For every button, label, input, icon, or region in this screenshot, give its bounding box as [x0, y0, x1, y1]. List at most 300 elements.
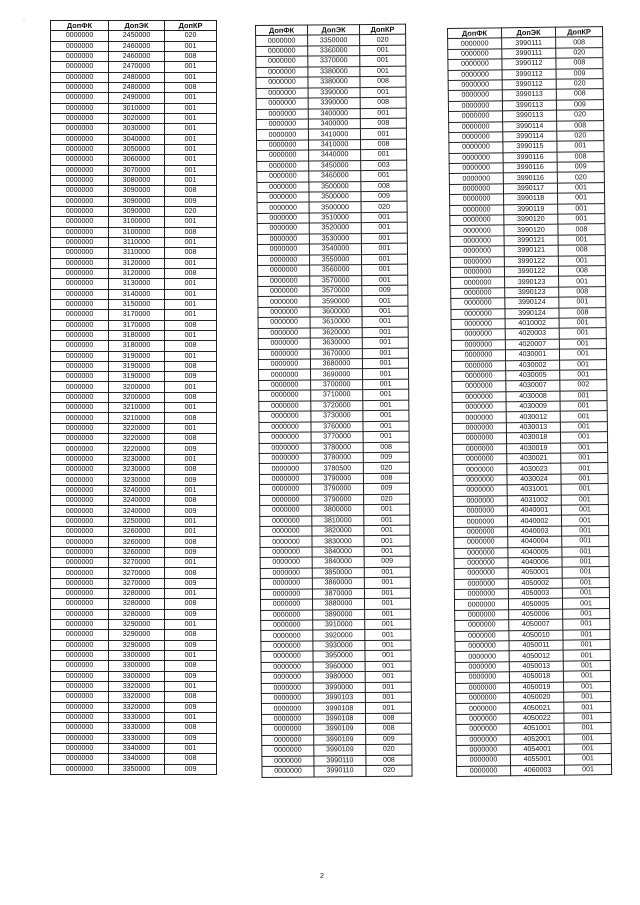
cell-dop-fk: 0000000	[262, 714, 314, 725]
cell-dop-fk: 0000000	[51, 144, 109, 154]
cell-dop-kr: 001	[559, 318, 606, 329]
cell-dop-fk: 0000000	[451, 329, 505, 340]
cell-dop-kr: 001	[561, 463, 608, 474]
cell-dop-ek: 3350000	[109, 764, 165, 774]
cell-dop-kr: 008	[556, 58, 603, 69]
cell-dop-fk: 0000000	[51, 527, 109, 537]
table-row	[51, 578, 217, 588]
cell-dop-ek: 3990112	[502, 58, 556, 69]
cell-dop-ek: 3240000	[109, 485, 165, 495]
cell-dop-kr: 008	[165, 82, 217, 92]
table-row	[51, 113, 217, 123]
cell-dop-fk: 0000000	[450, 215, 504, 226]
cell-dop-fk: 0000000	[51, 165, 109, 175]
cell-dop-fk: 0000000	[448, 38, 502, 49]
cell-dop-ek: 3790000	[312, 484, 364, 495]
cell-dop-fk: 0000000	[449, 153, 503, 164]
cell-dop-kr: 008	[366, 723, 412, 734]
cell-dop-ek: 3990113	[502, 90, 556, 101]
cell-dop-ek: 3280000	[109, 589, 165, 599]
cell-dop-kr: 009	[556, 99, 603, 110]
cell-dop-fk: 0000000	[51, 537, 109, 547]
table-row	[51, 764, 217, 774]
cell-dop-ek: 3300000	[109, 671, 165, 681]
cell-dop-ek: 3180000	[109, 341, 165, 351]
cell-dop-kr: 009	[165, 764, 217, 774]
cell-dop-fk: 0000000	[449, 173, 503, 184]
table-row	[51, 516, 217, 526]
cell-dop-kr: 001	[165, 175, 217, 185]
cell-dop-fk: 0000000	[260, 484, 312, 495]
table-row	[51, 423, 217, 433]
cell-dop-fk: 0000000	[448, 59, 502, 70]
cell-dop-kr: 001	[563, 681, 610, 692]
table-row	[51, 289, 217, 299]
table-row	[262, 765, 412, 777]
cell-dop-fk: 0000000	[259, 432, 311, 443]
cell-dop-fk: 0000000	[453, 443, 507, 454]
cell-dop-ek: 3990116	[503, 162, 557, 173]
cell-dop-ek: 3110000	[109, 237, 165, 247]
cell-dop-fk: 0000000	[258, 349, 310, 360]
cell-dop-ek: 3120000	[109, 258, 165, 268]
cell-dop-ek: 3930000	[313, 640, 365, 651]
cell-dop-kr: 001	[365, 598, 411, 609]
cell-dop-fk: 0000000	[261, 641, 313, 652]
cell-dop-ek: 3110000	[109, 248, 165, 258]
cell-dop-fk: 0000000	[257, 234, 309, 245]
cell-dop-fk: 0000000	[258, 286, 310, 297]
cell-dop-fk: 0000000	[261, 703, 313, 714]
cell-dop-kr: 020	[364, 494, 410, 505]
cell-dop-kr: 001	[564, 712, 611, 723]
cell-dop-ek: 3790000	[311, 473, 363, 484]
cell-dop-kr: 001	[364, 546, 410, 557]
cell-dop-kr: 001	[165, 330, 217, 340]
cell-dop-ek: 3990114	[503, 131, 557, 142]
cell-dop-fk: 0000000	[262, 756, 314, 767]
cell-dop-fk: 0000000	[452, 402, 506, 413]
cell-dop-ek: 4050012	[509, 651, 563, 662]
cell-dop-ek: 2460000	[109, 41, 165, 51]
cell-dop-kr: 001	[562, 556, 609, 567]
cell-dop-kr: 008	[366, 755, 412, 766]
cell-dop-ek: 3320000	[109, 692, 165, 702]
cell-dop-fk: 0000000	[261, 620, 313, 631]
table-row	[51, 475, 217, 485]
cell-dop-fk: 0000000	[456, 755, 510, 766]
cell-dop-fk: 0000000	[51, 547, 109, 557]
table-row	[51, 217, 217, 227]
cell-dop-kr: 008	[557, 120, 604, 131]
cell-dop-fk: 0000000	[455, 610, 509, 621]
cell-dop-kr: 001	[563, 619, 610, 630]
cell-dop-kr: 008	[558, 224, 605, 235]
cell-dop-kr: 008	[165, 227, 217, 237]
cell-dop-ek: 4030013	[506, 422, 560, 433]
cell-dop-fk: 0000000	[258, 307, 310, 318]
cell-dop-ek: 4030023	[507, 464, 561, 475]
cell-dop-ek: 3710000	[311, 390, 363, 401]
cell-dop-ek: 3760000	[311, 421, 363, 432]
cell-dop-ek: 3990122	[504, 256, 558, 267]
cell-dop-kr: 001	[165, 237, 217, 247]
cell-dop-fk: 0000000	[452, 412, 506, 423]
cell-dop-ek: 3280000	[109, 599, 165, 609]
cell-dop-kr: 008	[559, 286, 606, 297]
cell-dop-ek: 3990115	[503, 141, 557, 152]
cell-dop-fk: 0000000	[456, 724, 510, 735]
cell-dop-kr: 008	[360, 97, 406, 108]
cell-dop-kr: 008	[165, 413, 217, 423]
cell-dop-kr: 001	[364, 567, 410, 578]
table-row	[51, 589, 217, 599]
cell-dop-fk: 0000000	[449, 132, 503, 143]
cell-dop-kr: 001	[361, 170, 407, 181]
cell-dop-kr: 001	[362, 254, 408, 265]
cell-dop-ek: 4030002	[506, 360, 560, 371]
cell-dop-kr: 008	[361, 181, 407, 192]
cell-dop-fk: 0000000	[450, 256, 504, 267]
cell-dop-kr: 008	[165, 754, 217, 764]
cell-dop-fk: 0000000	[257, 244, 309, 255]
cell-dop-ek: 3890000	[313, 609, 365, 620]
cell-dop-ek: 3080000	[109, 175, 165, 185]
table-row	[51, 527, 217, 537]
cell-dop-ek: 3730000	[311, 411, 363, 422]
cell-dop-kr: 009	[557, 162, 604, 173]
cell-dop-ek: 4050006	[509, 609, 563, 620]
cell-dop-ek: 3990122	[504, 266, 558, 277]
cell-dop-kr: 001	[561, 453, 608, 464]
cell-dop-ek: 4020007	[505, 339, 559, 350]
header-row	[51, 21, 217, 31]
cell-dop-kr: 001	[558, 203, 605, 214]
cell-dop-fk: 0000000	[51, 320, 109, 330]
cell-dop-kr: 001	[364, 536, 410, 547]
cell-dop-ek: 3010000	[109, 103, 165, 113]
cell-dop-fk: 0000000	[257, 140, 309, 151]
cell-dop-ek: 3290000	[109, 630, 165, 640]
cell-dop-fk: 0000000	[51, 382, 109, 392]
table-row	[51, 485, 217, 495]
cell-dop-fk: 0000000	[51, 578, 109, 588]
cell-dop-fk: 0000000	[51, 723, 109, 733]
cell-dop-ek: 3990114	[503, 121, 557, 132]
cell-dop-kr: 001	[365, 692, 411, 703]
cell-dop-ek: 3600000	[310, 306, 362, 317]
cell-dop-kr: 008	[360, 118, 406, 129]
cell-dop-kr: 001	[365, 640, 411, 651]
cell-dop-kr: 001	[165, 403, 217, 413]
table-row	[51, 454, 217, 464]
cell-dop-fk: 0000000	[262, 766, 314, 777]
table-row	[51, 661, 217, 671]
cell-dop-fk: 0000000	[257, 192, 309, 203]
cell-dop-kr: 008	[556, 37, 603, 48]
cell-dop-kr: 008	[165, 320, 217, 330]
cell-dop-ek: 3350000	[308, 35, 360, 46]
cell-dop-fk: 0000000	[51, 568, 109, 578]
cell-dop-kr: 001	[165, 712, 217, 722]
cell-dop-ek: 3220000	[109, 423, 165, 433]
cell-dop-kr: 001	[165, 310, 217, 320]
cell-dop-ek: 3990113	[503, 110, 557, 121]
table-row	[51, 196, 217, 206]
cell-dop-ek: 3990124	[505, 308, 559, 319]
cell-dop-kr: 001	[560, 401, 607, 412]
cell-dop-fk: 0000000	[51, 175, 109, 185]
cell-dop-fk: 0000000	[51, 609, 109, 619]
cell-dop-ek: 3400000	[308, 119, 360, 130]
cell-dop-kr: 001	[165, 454, 217, 464]
cell-dop-fk: 0000000	[454, 547, 508, 558]
cell-dop-fk: 0000000	[256, 98, 308, 109]
cell-dop-fk: 0000000	[453, 495, 507, 506]
table-row	[51, 165, 217, 175]
cell-dop-fk: 0000000	[260, 568, 312, 579]
cell-dop-fk: 0000000	[51, 93, 109, 103]
cell-dop-kr: 001	[558, 255, 605, 266]
cell-dop-fk: 0000000	[455, 620, 509, 631]
cell-dop-ek: 3380000	[308, 77, 360, 88]
cell-dop-kr: 020	[366, 765, 412, 776]
table-row	[51, 682, 217, 692]
header-dop-ek: ДопЭК	[308, 25, 360, 36]
cell-dop-fk: 0000000	[261, 651, 313, 662]
cell-dop-ek: 3270000	[109, 558, 165, 568]
cell-dop-fk: 0000000	[449, 142, 503, 153]
cell-dop-ek: 3510000	[309, 212, 361, 223]
cell-dop-kr: 001	[361, 222, 407, 233]
cell-dop-kr: 002	[560, 380, 607, 391]
cell-dop-ek: 3860000	[312, 578, 364, 589]
cell-dop-fk: 0000000	[51, 62, 109, 72]
cell-dop-kr: 009	[165, 671, 217, 681]
cell-dop-kr: 008	[165, 51, 217, 61]
cell-dop-fk: 0000000	[262, 745, 314, 756]
cell-dop-fk: 0000000	[454, 578, 508, 589]
cell-dop-kr: 001	[562, 536, 609, 547]
cell-dop-kr: 001	[362, 306, 408, 317]
cell-dop-kr: 001	[562, 567, 609, 578]
cell-dop-kr: 001	[360, 108, 406, 119]
cell-dop-kr: 001	[365, 650, 411, 661]
cell-dop-kr: 020	[360, 35, 406, 46]
cell-dop-kr: 001	[365, 703, 411, 714]
cell-dop-ek: 3300000	[109, 661, 165, 671]
cell-dop-fk: 0000000	[51, 743, 109, 753]
cell-dop-fk: 0000000	[259, 390, 311, 401]
cell-dop-ek: 3990112	[502, 79, 556, 90]
table-row	[51, 620, 217, 630]
cell-dop-ek: 3500000	[309, 202, 361, 213]
cell-dop-kr: 001	[564, 733, 611, 744]
cell-dop-fk: 0000000	[51, 351, 109, 361]
cell-dop-fk: 0000000	[449, 163, 503, 174]
cell-dop-ek: 3400000	[308, 108, 360, 119]
cell-dop-ek: 4052001	[510, 734, 564, 745]
cell-dop-fk: 0000000	[256, 35, 308, 46]
cell-dop-fk: 0000000	[51, 661, 109, 671]
cell-dop-ek: 3990109	[314, 745, 366, 756]
cell-dop-fk: 0000000	[51, 516, 109, 526]
cell-dop-ek: 3190000	[109, 372, 165, 382]
cell-dop-kr: 001	[560, 421, 607, 432]
cell-dop-ek: 3440000	[309, 150, 361, 161]
cell-dop-fk: 0000000	[51, 454, 109, 464]
cell-dop-fk: 0000000	[456, 734, 510, 745]
cell-dop-fk: 0000000	[259, 380, 311, 391]
table-row	[51, 124, 217, 134]
cell-dop-fk: 0000000	[51, 227, 109, 237]
cell-dop-fk: 0000000	[51, 465, 109, 475]
cell-dop-kr: 008	[556, 89, 603, 100]
cell-dop-fk: 0000000	[260, 495, 312, 506]
cell-dop-kr: 001	[559, 349, 606, 360]
cell-dop-ek: 3210000	[109, 413, 165, 423]
cell-dop-kr: 020	[556, 79, 603, 90]
cell-dop-kr: 001	[165, 155, 217, 165]
cell-dop-ek: 3190000	[109, 361, 165, 371]
table-row	[51, 155, 217, 165]
cell-dop-kr: 001	[362, 275, 408, 286]
cell-dop-fk: 0000000	[51, 651, 109, 661]
cell-dop-kr: 009	[165, 702, 217, 712]
cell-dop-fk: 0000000	[262, 735, 314, 746]
cell-dop-kr: 009	[364, 483, 410, 494]
cell-dop-ek: 3220000	[109, 434, 165, 444]
cell-dop-ek: 3500000	[309, 181, 361, 192]
cell-dop-kr: 001	[165, 682, 217, 692]
cell-dop-kr: 008	[165, 723, 217, 733]
cell-dop-kr: 001	[562, 577, 609, 588]
table-row	[51, 103, 217, 113]
cell-dop-fk: 0000000	[448, 80, 502, 91]
header-dop-kr: ДопКР	[360, 24, 406, 35]
table-row	[51, 413, 217, 423]
cell-dop-fk: 0000000	[260, 557, 312, 568]
cell-dop-fk: 0000000	[51, 289, 109, 299]
cell-dop-kr: 008	[165, 661, 217, 671]
cell-dop-ek: 3330000	[109, 733, 165, 743]
cell-dop-fk: 0000000	[51, 237, 109, 247]
cell-dop-fk: 0000000	[51, 82, 109, 92]
cell-dop-fk: 0000000	[454, 589, 508, 600]
cell-dop-ek: 3990108	[314, 713, 366, 724]
cell-dop-kr: 001	[563, 629, 610, 640]
cell-dop-ek: 3540000	[309, 244, 361, 255]
cell-dop-kr: 001	[165, 72, 217, 82]
cell-dop-kr: 001	[363, 400, 409, 411]
cell-dop-fk: 0000000	[261, 610, 313, 621]
cell-dop-fk: 0000000	[452, 423, 506, 434]
cell-dop-fk: 0000000	[456, 703, 510, 714]
cell-dop-fk: 0000000	[259, 453, 311, 464]
cell-dop-ek: 3920000	[313, 630, 365, 641]
cell-dop-fk: 0000000	[51, 72, 109, 82]
cell-dop-ek: 4030007	[506, 380, 560, 391]
cell-dop-ek: 3590000	[310, 296, 362, 307]
cell-dop-kr: 001	[557, 141, 604, 152]
cell-dop-kr: 001	[165, 217, 217, 227]
cell-dop-fk: 0000000	[260, 505, 312, 516]
cell-dop-ek: 3990103	[313, 693, 365, 704]
cell-dop-fk: 0000000	[51, 496, 109, 506]
cell-dop-kr: 001	[564, 743, 611, 754]
cell-dop-fk: 0000000	[452, 433, 506, 444]
cell-dop-ek: 3270000	[109, 578, 165, 588]
cell-dop-ek: 3330000	[109, 723, 165, 733]
cell-dop-ek: 3210000	[109, 403, 165, 413]
cell-dop-fk: 0000000	[51, 764, 109, 774]
cell-dop-kr: 001	[165, 103, 217, 113]
cell-dop-kr: 008	[558, 266, 605, 277]
cell-dop-fk: 0000000	[51, 134, 109, 144]
cell-dop-kr: 008	[165, 361, 217, 371]
cell-dop-ek: 3840000	[312, 557, 364, 568]
cell-dop-ek: 3130000	[109, 279, 165, 289]
cell-dop-ek: 3090000	[109, 196, 165, 206]
cell-dop-ek: 3250000	[109, 516, 165, 526]
cell-dop-ek: 3170000	[109, 320, 165, 330]
cell-dop-ek: 3990113	[502, 100, 556, 111]
cell-dop-ek: 3530000	[309, 233, 361, 244]
cell-dop-kr: 001	[165, 113, 217, 123]
table-row	[51, 640, 217, 650]
cell-dop-kr: 001	[561, 473, 608, 484]
cell-dop-ek: 2470000	[109, 62, 165, 72]
cell-dop-kr: 001	[165, 485, 217, 495]
cell-dop-fk: 0000000	[455, 662, 509, 673]
cell-dop-ek: 3240000	[109, 496, 165, 506]
cell-dop-ek: 4040001	[507, 505, 561, 516]
table-row	[51, 702, 217, 712]
cell-dop-ek: 3290000	[109, 640, 165, 650]
cell-dop-ek: 4050011	[509, 640, 563, 651]
cell-dop-fk: 0000000	[256, 129, 308, 140]
cell-dop-fk: 0000000	[455, 630, 509, 641]
table-row	[51, 175, 217, 185]
cell-dop-fk: 0000000	[449, 111, 503, 122]
cell-dop-ek: 3870000	[312, 588, 364, 599]
table-row	[51, 444, 217, 454]
cell-dop-kr: 001	[562, 525, 609, 536]
cell-dop-fk: 0000000	[51, 310, 109, 320]
cell-dop-fk: 0000000	[454, 527, 508, 538]
cell-dop-fk: 0000000	[51, 299, 109, 309]
cell-dop-ek: 3990109	[314, 734, 366, 745]
cell-dop-kr: 001	[557, 182, 604, 193]
table-row	[51, 547, 217, 557]
cell-dop-kr: 008	[558, 245, 605, 256]
cell-dop-ek: 4050003	[508, 588, 562, 599]
cell-dop-ek: 3850000	[312, 567, 364, 578]
cell-dop-ek: 4060003	[511, 765, 565, 776]
cell-dop-fk: 0000000	[257, 171, 309, 182]
cell-dop-kr: 001	[360, 87, 406, 98]
cell-dop-kr: 008	[165, 268, 217, 278]
cell-dop-ek: 3140000	[109, 289, 165, 299]
cell-dop-kr: 001	[165, 351, 217, 361]
header-dop-fk: ДопФК	[51, 21, 109, 31]
cell-dop-kr: 001	[362, 348, 408, 359]
cell-dop-kr: 008	[165, 537, 217, 547]
cell-dop-fk: 0000000	[51, 268, 109, 278]
cell-dop-fk: 0000000	[454, 568, 508, 579]
cell-dop-kr: 001	[560, 432, 607, 443]
cell-dop-kr: 009	[165, 547, 217, 557]
